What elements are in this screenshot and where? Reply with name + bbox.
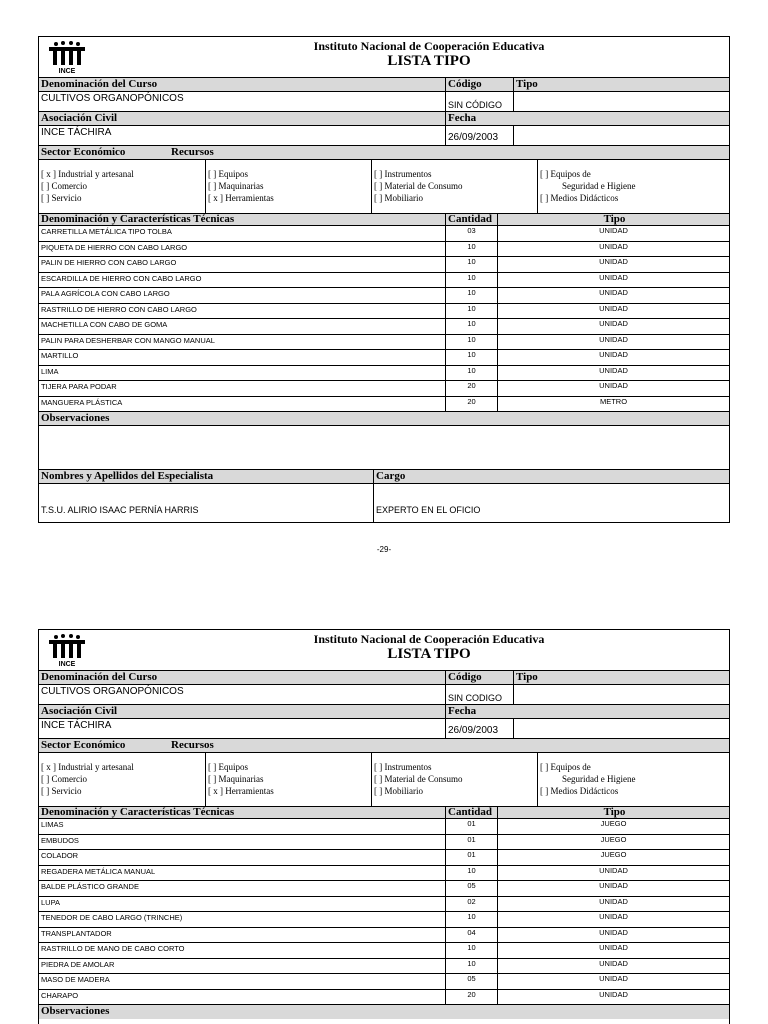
item-name: COLADOR	[41, 851, 79, 860]
association-label: Asociación Civil	[39, 705, 445, 718]
resource-checks-1	[205, 753, 371, 806]
item-type: UNIDAD	[497, 943, 729, 958]
item-qty: 03	[445, 226, 497, 241]
item-name: MANGUERA PLÁSTICA	[41, 397, 123, 407]
lista-tipo-sheet-1	[38, 36, 730, 523]
check-instrumentos: [ ] Instrumentos	[374, 762, 432, 772]
association-label-row	[39, 705, 729, 719]
sector-label-row	[39, 146, 729, 160]
check-herramientas: [ x ] Herramientas	[208, 193, 274, 203]
code-label: Código	[445, 78, 513, 91]
item-qty: 10	[445, 335, 497, 350]
check-servicio: [ ] Servicio	[41, 193, 82, 203]
check-seguridad: [ ] Equipos de	[540, 762, 591, 772]
resource-checks-2	[371, 753, 537, 806]
document-title: LISTA TIPO	[387, 646, 471, 662]
check-equipos: [ ] Equipos	[208, 169, 248, 179]
item-name: PIQUETA DE HIERRO CON CABO LARGO	[41, 242, 188, 252]
logo-text: INCE	[58, 68, 76, 74]
check-equipos: [ ] Equipos	[208, 762, 248, 772]
course-value: CULTIVOS ORGANOPÓNICOS	[41, 686, 184, 697]
observations-label-row	[39, 1005, 729, 1019]
table-row	[39, 928, 729, 944]
observations-label: Observaciones	[39, 412, 729, 425]
items-header: Denominación y Características Técnicas	[39, 214, 445, 225]
observations-label: Observaciones	[39, 1005, 729, 1019]
items-header-row	[39, 807, 729, 819]
item-name: TRANSPLANTADOR	[41, 928, 112, 938]
specialist-label-row	[39, 470, 729, 484]
table-row	[39, 242, 729, 258]
course-label: Denominación del Curso	[39, 671, 445, 684]
item-qty: 10	[445, 257, 497, 272]
item-name: PALIN DE HIERRO CON CABO LARGO	[41, 258, 177, 267]
item-type: UNIDAD	[497, 319, 729, 334]
check-industrial: [ x ] Industrial y artesanal	[41, 169, 134, 179]
item-name: PALIN PARA DESHERBAR CON MANGO MANUAL	[41, 335, 215, 345]
table-row	[39, 366, 729, 382]
item-qty: 20	[445, 397, 497, 412]
item-type: JUEGO	[497, 819, 729, 834]
item-qty: 10	[445, 288, 497, 303]
item-qty: 10	[445, 866, 497, 881]
specialist-value: T.S.U. ALIRIO ISAAC PERNÍA HARRIS	[41, 505, 199, 515]
item-qty: 10	[445, 319, 497, 334]
item-qty: 01	[445, 819, 497, 834]
item-type: UNIDAD	[497, 912, 729, 927]
table-row	[39, 835, 729, 851]
item-qty: 04	[445, 928, 497, 943]
sector-label: Sector Económico	[39, 739, 169, 752]
item-type: UNIDAD	[497, 959, 729, 974]
item-name: TIJERA PARA PODAR	[41, 382, 117, 391]
check-comercio: [ ] Comercio	[41, 774, 87, 784]
table-row	[39, 897, 729, 913]
item-type: UNIDAD	[497, 257, 729, 272]
item-name: PIEDRA DE AMOLAR	[41, 959, 115, 969]
code-value: SIN CODIGO	[445, 685, 513, 704]
table-row	[39, 943, 729, 959]
position-value: EXPERTO EN EL OFICIO	[373, 484, 729, 522]
checks-row	[39, 753, 729, 807]
item-type: UNIDAD	[497, 366, 729, 381]
table-row	[39, 959, 729, 975]
item-type: UNIDAD	[497, 226, 729, 241]
association-value-row	[39, 719, 729, 739]
association-label: Asociación Civil	[39, 112, 445, 125]
check-comercio: [ ] Comercio	[41, 181, 87, 191]
item-name: RASTRILLO DE MANO DE CABO CORTO	[41, 944, 185, 953]
item-type: UNIDAD	[497, 974, 729, 989]
qty-header: Cantidad	[445, 214, 497, 225]
item-qty: 10	[445, 959, 497, 974]
item-name: MACHETILLA CON CABO DE GOMA	[41, 320, 168, 329]
resource-checks-2	[371, 160, 537, 213]
course-label-row	[39, 78, 729, 92]
check-maquinarias: [ ] Maquinarias	[208, 774, 264, 784]
item-qty: 10	[445, 943, 497, 958]
sector-label: Sector Económico	[39, 146, 169, 159]
date-value: 26/09/2003	[445, 719, 513, 738]
table-row	[39, 912, 729, 928]
course-label: Denominación del Curso	[39, 78, 445, 91]
date-value: 26/09/2003	[445, 126, 513, 145]
check-mobiliario: [ ] Mobiliario	[374, 193, 423, 203]
table-row	[39, 881, 729, 897]
item-name: EMBUDOS	[41, 835, 79, 845]
institute-name: Instituto Nacional de Cooperación Educativa	[313, 39, 545, 53]
item-qty: 01	[445, 835, 497, 850]
type-value	[513, 685, 729, 704]
item-name: CHARAPO	[41, 990, 79, 1000]
check-instrumentos: [ ] Instrumentos	[374, 169, 432, 179]
item-qty: 10	[445, 273, 497, 288]
table-row	[39, 273, 729, 289]
sheet-header	[39, 37, 729, 78]
specialist-value-row	[39, 484, 729, 522]
qty-header: Cantidad	[445, 807, 497, 818]
item-qty: 10	[445, 366, 497, 381]
table-row	[39, 319, 729, 335]
type-label: Tipo	[513, 671, 729, 684]
item-qty: 01	[445, 850, 497, 865]
specialist-label: Nombres y Apellidos del Especialista	[39, 470, 373, 483]
association-value-row	[39, 126, 729, 146]
date-extra	[513, 126, 729, 145]
item-name: LIMAS	[41, 820, 64, 829]
type-value	[513, 92, 729, 111]
checks-row	[39, 160, 729, 214]
course-value: CULTIVOS ORGANOPÓNICOS	[41, 93, 184, 104]
check-herramientas: [ x ] Herramientas	[208, 786, 274, 796]
table-row	[39, 257, 729, 273]
check-material: [ ] Material de Consumo	[374, 181, 463, 191]
check-seguridad-cont: Seguridad e Higiene	[562, 181, 636, 191]
institute-name: Instituto Nacional de Cooperación Educativa	[313, 632, 545, 646]
item-qty: 10	[445, 242, 497, 257]
item-qty: 02	[445, 897, 497, 912]
table-row	[39, 226, 729, 242]
table-row	[39, 990, 729, 1006]
item-name: MASO DE MADERA	[41, 975, 110, 984]
item-type: UNIDAD	[497, 881, 729, 896]
items-table	[39, 226, 729, 412]
table-row	[39, 381, 729, 397]
observations-label-row	[39, 412, 729, 426]
item-type: UNIDAD	[497, 273, 729, 288]
check-seguridad-cont: Seguridad e Higiene	[562, 774, 636, 784]
item-name: REGADERA METÁLICA MANUAL	[41, 866, 156, 876]
type-label: Tipo	[513, 78, 729, 91]
item-name: ESCARDILLA DE HIERRO CON CABO LARGO	[41, 273, 202, 283]
item-qty: 05	[445, 974, 497, 989]
items-header-row	[39, 214, 729, 226]
item-type: UNIDAD	[497, 866, 729, 881]
date-label: Fecha	[445, 705, 729, 718]
item-name: RASTRILLO DE HIERRO CON CABO LARGO	[41, 304, 197, 314]
check-servicio: [ ] Servicio	[41, 786, 82, 796]
resource-checks-3	[537, 753, 729, 806]
association-label-row	[39, 112, 729, 126]
table-row	[39, 850, 729, 866]
item-type: METRO	[497, 397, 729, 412]
date-extra	[513, 719, 729, 738]
sector-label-row	[39, 739, 729, 753]
item-type: UNIDAD	[497, 990, 729, 1005]
item-name: TENEDOR DE CABO LARGO (TRINCHE)	[41, 913, 183, 922]
resources-label: Recursos	[169, 146, 729, 159]
item-qty: 20	[445, 990, 497, 1005]
check-medios: [ ] Medios Didácticos	[540, 193, 619, 203]
page-number: -29-	[376, 545, 392, 554]
item-qty: 10	[445, 912, 497, 927]
item-qty: 05	[445, 881, 497, 896]
code-value: SIN CÓDIGO	[445, 92, 513, 111]
check-seguridad: [ ] Equipos de	[540, 169, 591, 179]
table-row	[39, 866, 729, 882]
type-header: Tipo	[497, 807, 729, 818]
course-value-row	[39, 92, 729, 112]
document-title: LISTA TIPO	[387, 53, 471, 69]
item-name: PALA AGRÍCOLA CON CABO LARGO	[41, 289, 170, 298]
table-row	[39, 974, 729, 990]
item-type: UNIDAD	[497, 304, 729, 319]
check-medios: [ ] Medios Didácticos	[540, 786, 619, 796]
sheet-header	[39, 630, 729, 671]
items-header: Denominación y Características Técnicas	[39, 807, 445, 818]
item-type: UNIDAD	[497, 928, 729, 943]
resource-checks-1	[205, 160, 371, 213]
logo-text: INCE	[58, 661, 76, 667]
association-value: INCE TÁCHIRA	[41, 720, 112, 731]
type-header: Tipo	[497, 214, 729, 225]
item-type: UNIDAD	[497, 381, 729, 396]
item-qty: 10	[445, 350, 497, 365]
item-name: LUPA	[41, 897, 61, 907]
item-type: UNIDAD	[497, 897, 729, 912]
item-type: JUEGO	[497, 850, 729, 865]
table-row	[39, 397, 729, 413]
resource-checks-3	[537, 160, 729, 213]
item-type: UNIDAD	[497, 335, 729, 350]
item-name: BALDE PLÁSTICO GRANDE	[41, 882, 139, 891]
item-type: JUEGO	[497, 835, 729, 850]
sector-checks	[39, 753, 205, 806]
table-row	[39, 819, 729, 835]
position-label: Cargo	[373, 470, 729, 483]
table-row	[39, 304, 729, 320]
item-qty: 20	[445, 381, 497, 396]
check-maquinarias: [ ] Maquinarias	[208, 181, 264, 191]
items-table	[39, 819, 729, 1005]
table-row	[39, 335, 729, 351]
check-mobiliario: [ ] Mobiliario	[374, 786, 423, 796]
date-label: Fecha	[445, 112, 729, 125]
item-type: UNIDAD	[497, 350, 729, 365]
course-label-row	[39, 671, 729, 685]
observations-value	[39, 426, 729, 470]
lista-tipo-sheet-2	[38, 629, 730, 1024]
check-industrial: [ x ] Industrial y artesanal	[41, 762, 134, 772]
item-name: LIMA	[41, 366, 59, 376]
item-name: MARTILLO	[41, 351, 79, 360]
sector-checks	[39, 160, 205, 213]
association-value: INCE TÁCHIRA	[41, 127, 112, 138]
code-label: Código	[445, 671, 513, 684]
course-value-row	[39, 685, 729, 705]
item-type: UNIDAD	[497, 288, 729, 303]
item-name: CARRETILLA METÁLICA TIPO TOLBA	[41, 227, 172, 236]
table-row	[39, 288, 729, 304]
check-material: [ ] Material de Consumo	[374, 774, 463, 784]
resources-label: Recursos	[169, 739, 729, 752]
item-qty: 10	[445, 304, 497, 319]
table-row	[39, 350, 729, 366]
item-type: UNIDAD	[497, 242, 729, 257]
